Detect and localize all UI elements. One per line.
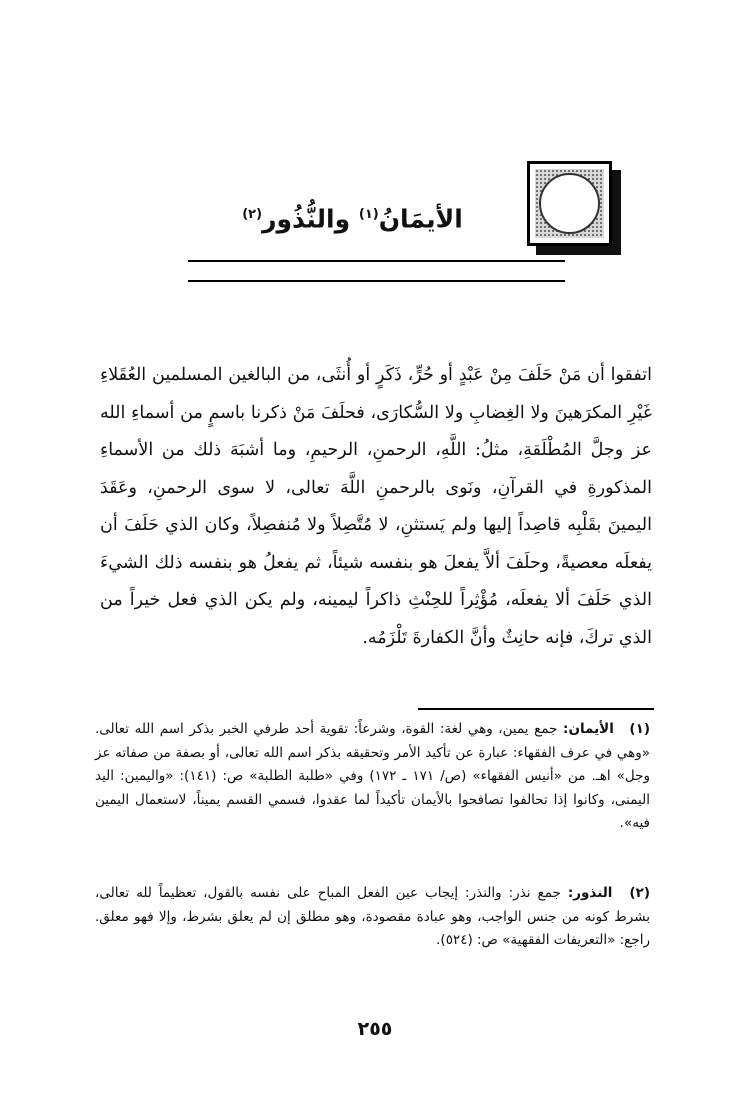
footnote-ref-2: (٢) <box>242 207 263 222</box>
footnote-1-number: (١) <box>629 721 651 737</box>
footnote-1 <box>95 718 650 836</box>
footnote-separator <box>418 708 654 710</box>
footnote-ref-1: (١) <box>358 207 379 222</box>
footnote-2 <box>95 882 650 953</box>
chapter-title <box>180 190 525 240</box>
footnote-2-term: النذور: <box>567 885 613 901</box>
main-paragraph: اتفقوا أن مَنْ حَلَفَ مِنْ عَبْدٍ أو حُرٍّ، ذَكَرٍ أو أُنثَى، من البالغين المسلمين العُقَلاءِ غَيْرِ المكرَهينَ ولا الغِضابِ ولا السُّكارَى، فحلَفَ مَنْ ذكرنا باسمٍ من أسماءِ الله عز وجلَّ المُطْلَقةِ، مثلُ: اللَّهِ، الرحمنِ، الرحيمِ، وما أشبَهَ ذلك من الأسماءِ المذكورةِ في القرآنِ، ونَوى بالرحمنِ اللَّهَ تعالى، لا سوى الرحمنِ، وعَقَدَ اليمينَ بقَلْبِه قاصِداً إليها ولم يَستثنِ، لا مُتَّصِلاً ولا مُنفصِلاً، وكان الذي حَلَفَ أن يفعلَه معصيةً، وحلَفَ ألاَّ يفعلَ هو بنفسه شيئاً، ثم يفعلُ هو بنفسه ذلك الشيءَ الذي حَلَفَ ألا يفعلَه، مُؤْثِراً للحِنْثِ ذاكراً ليمينه، ولم يكن الذي فعل خيراً من الذي تركَ، فإنه حانِثٌ وأنَّ الكفارةَ تَلْزَمُه. <box>100 365 652 648</box>
footnote-1-term: الأيمان: <box>563 721 614 737</box>
footnote-2-text: جمع نذر: والنذر: إيجاب عين الفعل المباح على نفسه بالقول، تعظيماً لله تعالى، بشرط كونه من جنس الواجب، وهو عبادة مقصودة، وهو مطلق إن لم يعلق بشرط، وإلا فهو معلق. راجع: «التعريفات الفقهية» ص: (٥٢٤). <box>95 885 650 948</box>
emblem-circle <box>539 173 600 234</box>
chapter-title-vows: والنُّذُور <box>262 204 351 234</box>
chapter-emblem <box>527 161 612 246</box>
title-rule-top <box>188 260 565 262</box>
chapter-title-oaths: الأيمَانُ <box>378 204 463 234</box>
page-number: ٢٥٥ <box>357 1018 393 1040</box>
footnote-1-text: جمع يمين، وهي لغة: القوة، وشرعاً: تقوية أحد طرفي الخبر بذكر اسم الله تعالى. «وهي في عرف الفقهاء: عبارة عن تأكيد الأمر وتحقيقه بذكر اسم الله تعالى، أو بصفة من صفاته عز وجل» اهـ. من «أنيس الفقهاء» (ص/ ١٧١ ـ ١٧٢) وفي «طلبة الطلبة» ص: (١٤١): «واليمين: اليد اليمنى، وكانوا إذا تحالفوا تصافحوا بالأيمان تأكيداً لما عقدوا، فسمي القسم يميناً، لاستعمال اليمين فيه». <box>95 721 650 831</box>
footnote-2-number: (٢) <box>629 885 650 901</box>
title-rule-bottom <box>188 280 565 282</box>
